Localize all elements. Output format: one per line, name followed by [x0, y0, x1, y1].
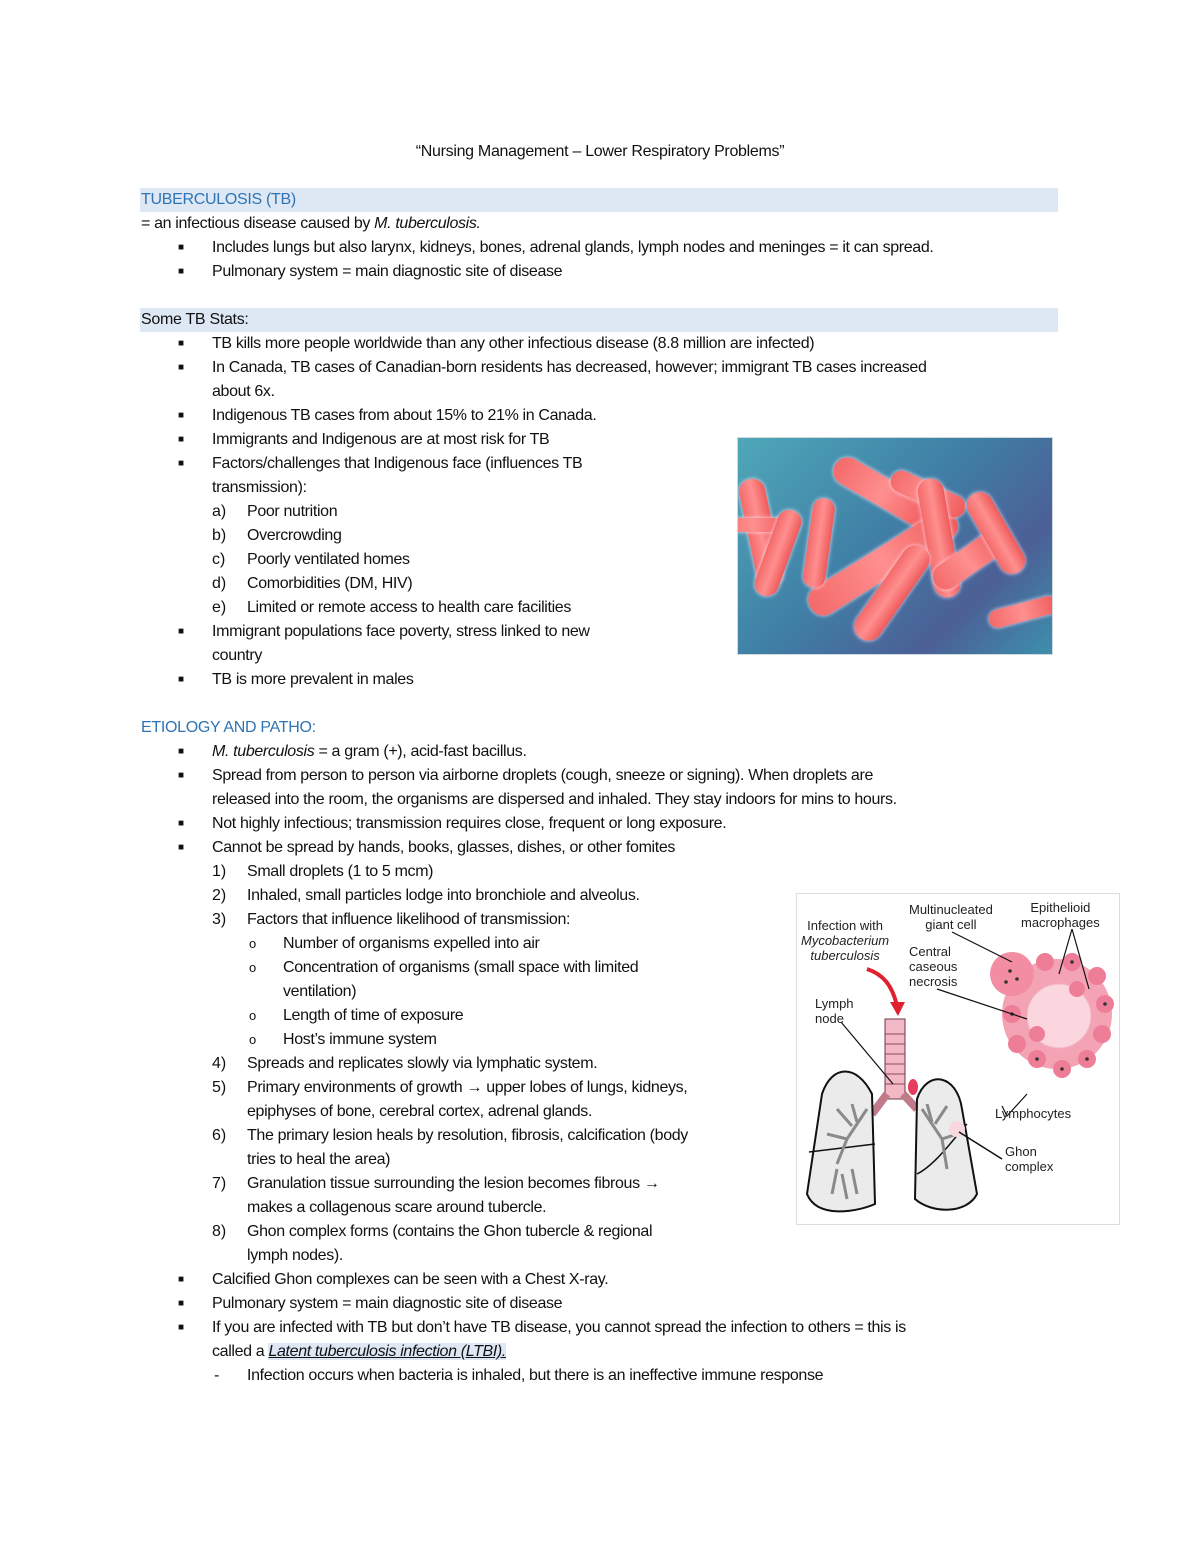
stats-bullet-continuation: country: [212, 647, 263, 664]
step-item: Granulation tissue surrounding the lesion becomes fibrous →: [247, 1175, 660, 1192]
stats-bullet: TB is more prevalent in males: [212, 671, 414, 688]
label-text: Infection with: [807, 918, 883, 933]
label-text: Ghon: [1005, 1144, 1037, 1159]
etiology-bullet: Calcified Ghon complexes can be seen with a Chest X-ray.: [212, 1271, 609, 1288]
stats-bullet: In Canada, TB cases of Canadian-born residents has decreased, however; immigrant TB cases increased: [212, 359, 927, 376]
label-lymphocytes: Lymphocytes: [995, 1106, 1072, 1121]
step-item: Factors that influence likelihood of transmission:: [247, 911, 571, 928]
etiology-bullet: If you are infected with TB but don’t have TB disease, you cannot spread the infection to others = this is: [212, 1319, 906, 1336]
square-bullet-icon: ■: [178, 1274, 185, 1285]
stats-bullet: Indigenous TB cases from about 15% to 21% in Canada.: [212, 407, 597, 424]
label-text: node: [815, 1011, 844, 1026]
label-infection: [801, 918, 889, 963]
step-item: Primary environments of growth → upper lobes of lungs, kidneys,: [247, 1079, 688, 1096]
label-text: Central: [909, 944, 951, 959]
label-text: Epithelioid: [1030, 900, 1091, 915]
label-text: Mycobacterium: [801, 933, 890, 948]
square-bullet-icon: ■: [178, 818, 185, 829]
bacteria-micrograph-image: [737, 437, 1053, 655]
square-bullet-icon: ■: [178, 1298, 185, 1309]
stats-bullet: Immigrant populations face poverty, stress linked to new: [212, 623, 590, 640]
label-ghon-complex: [1005, 1144, 1053, 1174]
section-heading-stats: Some TB Stats:: [141, 311, 249, 328]
etiology-bullet-text: = a gram (+), acid-fast bacillus.: [314, 743, 527, 760]
step-item-continuation: lymph nodes).: [247, 1247, 343, 1264]
list-marker: e): [212, 599, 227, 616]
transmission-factor: Length of time of exposure: [283, 1007, 464, 1024]
tb-definition: [141, 212, 481, 236]
step-marker: 8): [212, 1223, 227, 1240]
circle-bullet-icon: o: [249, 960, 257, 975]
factor-item: Overcrowding: [247, 527, 342, 544]
step-item-continuation: epiphyses of bone, cerebral cortex, adrenal glands.: [247, 1103, 593, 1120]
dash-bullet-icon: -: [214, 1367, 220, 1384]
square-bullet-icon: ■: [178, 770, 185, 781]
square-bullet-icon: ■: [178, 674, 185, 685]
label-text: giant cell: [925, 917, 977, 932]
step-item-continuation: tries to heal the area): [247, 1151, 391, 1168]
step-marker: 7): [212, 1175, 227, 1192]
label-text: tuberculosis: [810, 948, 880, 963]
list-marker: c): [212, 551, 226, 568]
label-epithelioid-macrophages: [1021, 900, 1100, 930]
ltbi-subitem: Infection occurs when bacteria is inhaled, but there is an ineffective immune response: [247, 1367, 824, 1384]
circle-bullet-icon: o: [249, 936, 257, 951]
square-bullet-icon: ■: [178, 746, 185, 757]
square-bullet-icon: ■: [178, 338, 185, 349]
etiology-bullet: Cannot be spread by hands, books, glasses, dishes, or other fomites: [212, 839, 676, 856]
step-marker: 3): [212, 911, 227, 928]
factor-item: Poorly ventilated homes: [247, 551, 410, 568]
step-marker: 4): [212, 1055, 227, 1072]
square-bullet-icon: ■: [178, 242, 185, 253]
etiology-bullet-continuation: released into the room, the organisms are dispersed and inhaled. They stay indoors for mins to hours.: [212, 791, 897, 808]
label-text: necrosis: [909, 974, 958, 989]
ghon-complex-diagram: [796, 893, 1120, 1225]
label-text: complex: [1005, 1159, 1054, 1174]
square-bullet-icon: ■: [178, 626, 185, 637]
square-bullet-icon: ■: [178, 842, 185, 853]
square-bullet-icon: ■: [178, 458, 185, 469]
step-marker: 2): [212, 887, 227, 904]
label-lymph-node: [815, 996, 854, 1026]
heading-shading-band: [140, 308, 1058, 332]
label-text: Lymph: [815, 996, 854, 1011]
circle-bullet-icon: o: [249, 1032, 257, 1047]
square-bullet-icon: ■: [178, 410, 185, 421]
tb-bullet: Includes lungs but also larynx, kidneys, bones, adrenal glands, lymph nodes and meninges = it can spread.: [212, 239, 934, 256]
section-heading-etiology: ETIOLOGY AND PATHO:: [141, 719, 316, 736]
step-item: Inhaled, small particles lodge into bronchiole and alveolus.: [247, 887, 640, 904]
step-marker: 6): [212, 1127, 227, 1144]
factor-item: Comorbidities (DM, HIV): [247, 575, 413, 592]
list-marker: d): [212, 575, 227, 592]
list-marker: b): [212, 527, 227, 544]
step-marker: 1): [212, 863, 227, 880]
step-item: The primary lesion heals by resolution, fibrosis, calcification (body: [247, 1127, 688, 1144]
label-text: Multinucleated: [909, 902, 993, 917]
etiology-bullet: [212, 740, 527, 764]
etiology-bullet: Not highly infectious; transmission requires close, frequent or long exposure.: [212, 815, 727, 832]
stats-bullet: TB kills more people worldwide than any other infectious disease (8.8 million are infected): [212, 335, 815, 352]
square-bullet-icon: ■: [178, 1322, 185, 1333]
transmission-factor: Host’s immune system: [283, 1031, 437, 1048]
square-bullet-icon: ■: [178, 434, 185, 445]
square-bullet-icon: ■: [178, 266, 185, 277]
stats-bullet: Immigrants and Indigenous are at most risk for TB: [212, 431, 550, 448]
etiology-bullet: Spread from person to person via airborne droplets (cough, sneeze or signing). When droplets are: [212, 767, 874, 784]
step-item: Ghon complex forms (contains the Ghon tubercle & regional: [247, 1223, 653, 1240]
list-marker: a): [212, 503, 227, 520]
circle-bullet-icon: o: [249, 1008, 257, 1023]
step-item: Small droplets (1 to 5 mcm): [247, 863, 434, 880]
step-item-continuation: makes a collagenous scare around tubercle.: [247, 1199, 547, 1216]
tb-definition-text: = an infectious disease caused by: [141, 215, 375, 232]
step-item: Spreads and replicates slowly via lymphatic system.: [247, 1055, 598, 1072]
label-central-caseous-necrosis: [909, 944, 957, 989]
organism-name: M. tuberculosis: [212, 743, 315, 760]
tb-definition-organism: M. tuberculosis.: [374, 215, 481, 232]
stats-bullet-continuation: transmission):: [212, 479, 307, 496]
transmission-factor-continuation: ventilation): [283, 983, 357, 1000]
ltbi-highlight: Latent tuberculosis infection (LTBI).: [268, 1343, 506, 1360]
step-marker: 5): [212, 1079, 227, 1096]
transmission-factor: Concentration of organisms (small space with limited: [283, 959, 639, 976]
document-title: “Nursing Management – Lower Respiratory Problems”: [415, 143, 785, 160]
label-text: caseous: [909, 959, 958, 974]
factor-item: Limited or remote access to health care facilities: [247, 599, 571, 616]
label-multinucleated-giant-cell: [909, 902, 993, 932]
tb-bullet: Pulmonary system = main diagnostic site of disease: [212, 263, 563, 280]
etiology-bullet-continuation: [212, 1340, 506, 1364]
transmission-factor: Number of organisms expelled into air: [283, 935, 540, 952]
stats-bullet-continuation: about 6x.: [212, 383, 275, 400]
stats-bullet: Factors/challenges that Indigenous face (influences TB: [212, 455, 583, 472]
section-heading-tuberculosis: TUBERCULOSIS (TB): [141, 191, 296, 208]
label-text: macrophages: [1021, 915, 1100, 930]
square-bullet-icon: ■: [178, 362, 185, 373]
etiology-bullet: Pulmonary system = main diagnostic site of disease: [212, 1295, 563, 1312]
factor-item: Poor nutrition: [247, 503, 338, 520]
ltbi-prefix: called a: [212, 1343, 269, 1360]
